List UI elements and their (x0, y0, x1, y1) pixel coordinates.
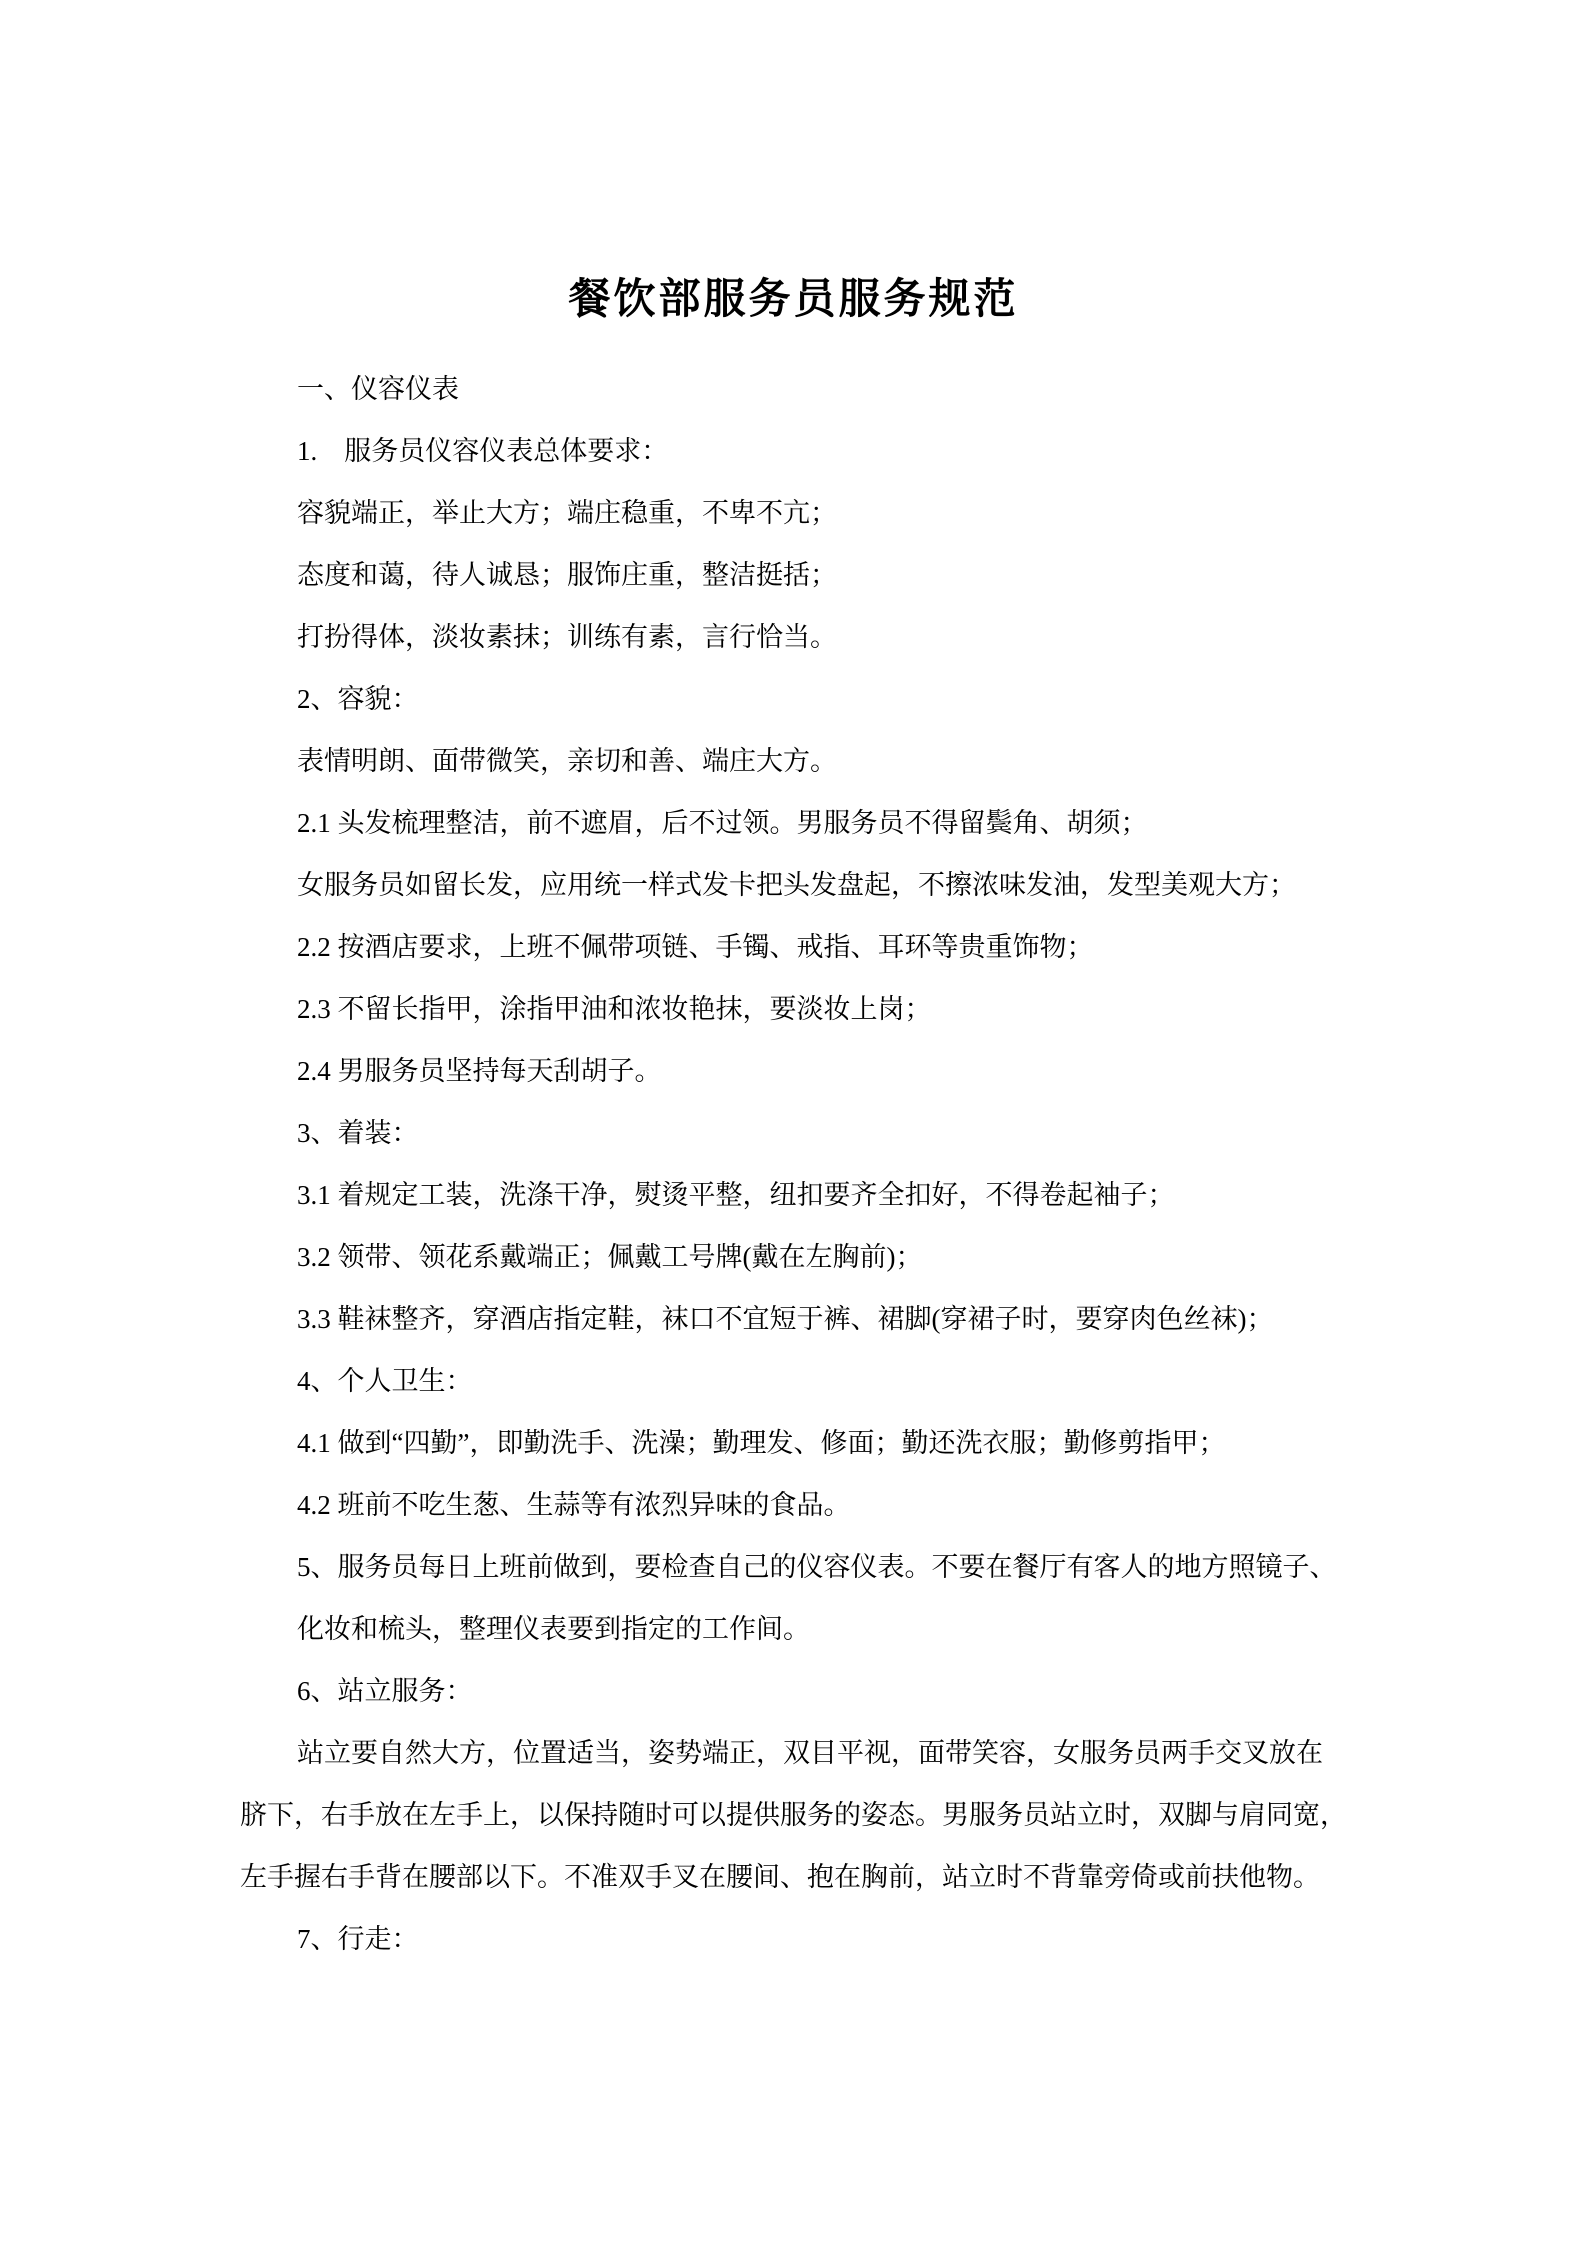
doc-line: 5、服务员每日上班前做到，要检查自己的仪容仪表。不要在餐厅有客人的地方照镜子、 (297, 1552, 1337, 1582)
doc-line: 6、站立服务： (297, 1676, 473, 1706)
doc-line: 2.3 不留长指甲，涂指甲油和浓妆艳抹，要淡妆上岗； (297, 994, 932, 1024)
doc-line: 化妆和梳头，整理仪表要到指定的工作间。 (297, 1614, 810, 1644)
doc-line: 3.2 领带、领花系戴端正；佩戴工号牌(戴在左胸前)； (297, 1242, 923, 1272)
document-body (240, 358, 1350, 1970)
doc-line: 7、行走： (297, 1924, 419, 1954)
doc-line: 左手握右手背在腰部以下。不准双手叉在腰间、抱在胸前，站立时不背靠旁倚或前扶他物。 (240, 1862, 1320, 1892)
doc-line: 3.1 着规定工装，洗涤干净，熨烫平整，纽扣要齐全扣好，不得卷起袖子； (297, 1180, 1175, 1210)
doc-line: 态度和蔼，待人诚恳；服饰庄重，整洁挺括； (297, 560, 837, 590)
doc-line: 4.1 做到“四勤”，即勤洗手、洗澡；勤理发、修面；勤还洗衣服；勤修剪指甲； (297, 1428, 1226, 1458)
doc-line: 3、着装： (297, 1118, 419, 1148)
doc-line: 容貌端正，举止大方；端庄稳重，不卑不亢； (297, 498, 837, 528)
doc-line: 2.1 头发梳理整洁，前不遮眉，后不过领。男服务员不得留鬓角、胡须； (297, 808, 1148, 838)
doc-line: 2.2 按酒店要求，上班不佩带项链、手镯、戒指、耳环等贵重饰物； (297, 932, 1094, 962)
doc-line: 1. 服务员仪容仪表总体要求： (297, 436, 669, 466)
doc-line: 3.3 鞋袜整齐，穿酒店指定鞋，袜口不宜短于裤、裙脚(穿裙子时，要穿肉色丝袜)； (297, 1304, 1274, 1334)
doc-line: 2.4 男服务员坚持每天刮胡子。 (297, 1056, 662, 1086)
doc-line: 2、容貌： (297, 684, 419, 714)
doc-line: 表情明朗、面带微笑，亲切和善、端庄大方。 (297, 746, 837, 776)
doc-line: 4、个人卫生： (297, 1366, 473, 1396)
document-title: 餐饮部服务员服务规范 (568, 277, 1019, 323)
doc-line: 站立要自然大方，位置适当，姿势端正，双目平视，面带笑容，女服务员两手交叉放在 (297, 1738, 1323, 1768)
doc-line: 打扮得体，淡妆素抹；训练有素，言行恰当。 (297, 622, 837, 652)
doc-line: 一、仪容仪表 (297, 374, 459, 404)
doc-line: 4.2 班前不吃生葱、生蒜等有浓烈异味的食品。 (297, 1490, 851, 1520)
doc-line: 女服务员如留长发，应用统一样式发卡把头发盘起，不擦浓味发油，发型美观大方； (297, 870, 1296, 900)
doc-line: 脐下，右手放在左手上，以保持随时可以提供服务的姿态。男服务员站立时，双脚与肩同宽， (240, 1800, 1347, 1830)
